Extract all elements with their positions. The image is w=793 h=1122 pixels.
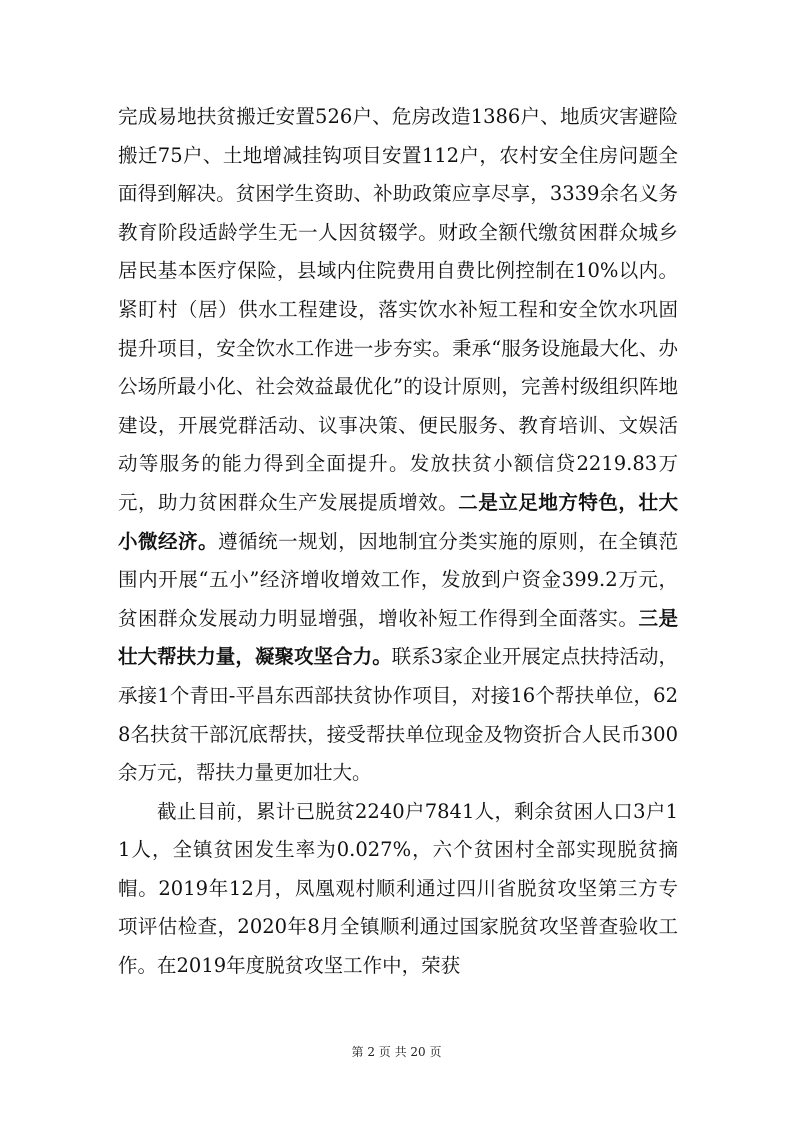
page-body (118, 98, 678, 986)
paragraph-1-heading-2: 二是立足地方特色，壮大小微经济。 (118, 490, 678, 553)
paragraph-1-heading-3: 三是壮大帮扶力量，凝聚攻坚合力。 (118, 606, 678, 669)
paragraph-2 (118, 793, 678, 986)
paragraph-1-segment-1: 完成易地扶贫搬迁安置526户、危房改造1386户、地质灾害避险搬迁75户、土地增减挂钩项目安置112户，农村安全住房问题全面得到解决。贫困学生资助、补助政策应享尽享，3339余名义务教育阶段适龄学生无一人因贫辍学。财政全额代缴贫困群众城乡居民基本医疗保险，县域内住院费用自费比例控制在10%以内。紧盯村（居）供水工程建设，落实饮水补短工程和安全饮水巩固提升项目，安全饮水工作进一步夯实。秉承“服务设施最大化、办公场所最小化、社会效益最优化”的设计原则，完善村级组织阵地建设，开展党群活动、议事决策、便民服务、教育培训、文娱活动等服务的能力得到全面提升。发放扶贫小额信贷2219.83万元，助力贫困群众生产发展提质增效。 (118, 105, 678, 514)
paragraph-1 (118, 98, 678, 793)
page-footer: 第 2 页 共 20 页 (351, 1045, 442, 1059)
paragraph-1-segment-3: 遵循统一规划，因地制宜分类实施的原则，在全镇范围内开展“五小”经济增收增效工作，发放到户资金399.2万元，贫困群众发展动力明显增强，增收补短工作得到全面落实。 (118, 529, 678, 630)
paragraph-2-segment-1: 截止目前，累计已脱贫2240户7841人，剩余贫困人口3户11人，全镇贫困发生率为0.027%，六个贫困村全部实现脱贫摘帽。2019年12月，凤凰观村顺利通过四川省脱贫攻坚第三方专项评估检查，2020年8月全镇顺利通过国家脱贫攻坚普查验收工作。在2019年度脱贫攻坚工作中，荣获 (118, 799, 678, 978)
paragraph-1-segment-5: 联系3家企业开展定点扶持活动，承接1个青田-平昌东西部扶贫协作项目，对接16个帮扶单位，628名扶贫干部沉底帮扶，接受帮扶单位现金及物资折合人民币300余万元，帮扶力量更加壮大。 (118, 645, 678, 785)
